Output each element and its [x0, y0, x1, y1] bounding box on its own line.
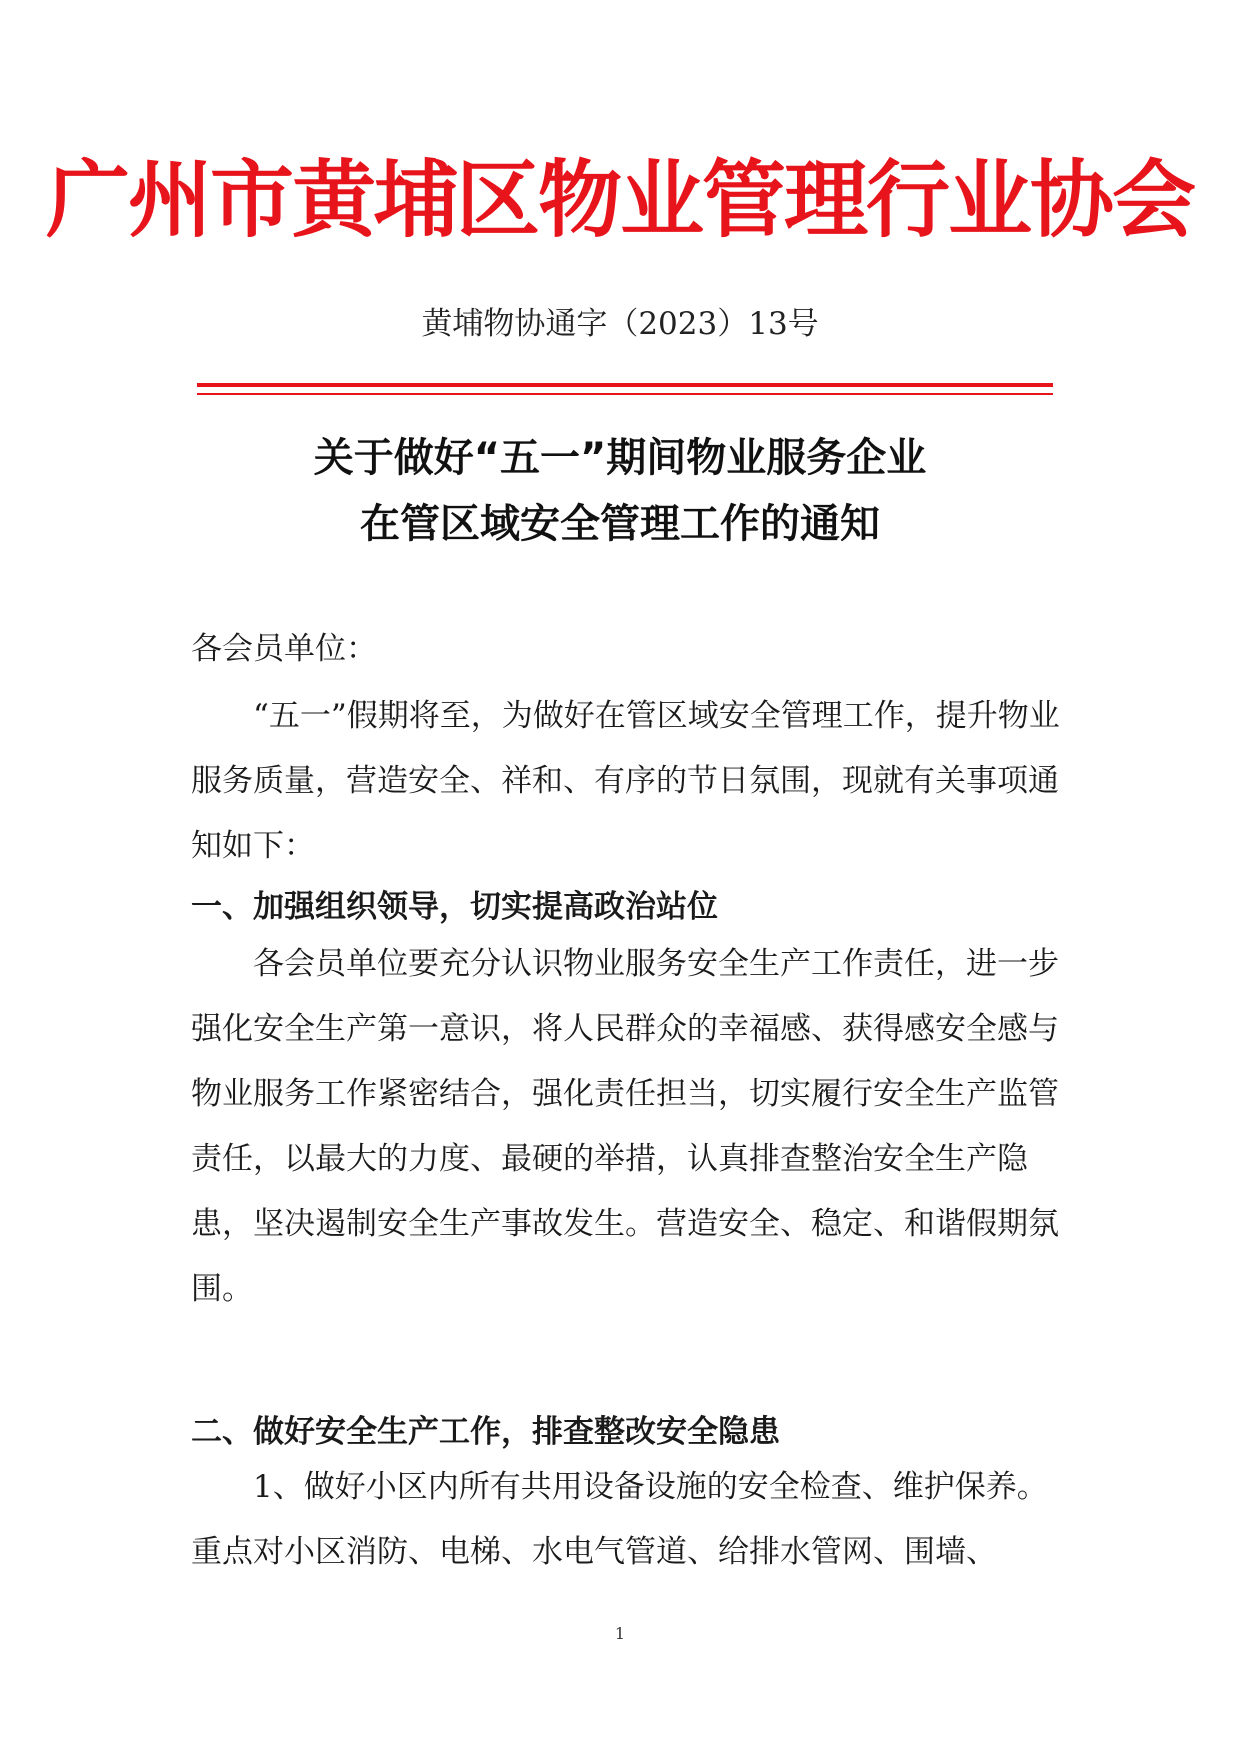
header-divider-thick — [197, 383, 1053, 387]
header-divider-thin — [197, 393, 1053, 395]
organization-header: 广州市黄埔区物业管理行业协会 — [45, 151, 1194, 249]
section-2-item-1: 1、做好小区内所有共用设备设施的安全检查、维护保养。重点对小区消防、电梯、水电气管道、给排水管网、围墙、 — [191, 1469, 1048, 1570]
document-title — [0, 425, 1240, 557]
document-number: 黄埔物协通字（2023）13号 — [421, 306, 819, 342]
salutation: 各会员单位： — [191, 631, 377, 667]
section-1-paragraph: 各会员单位要充分认识物业服务安全生产工作责任，进一步强化安全生产第一意识，将人民群众的幸福感、获得感安全感与物业服务工作紧密结合，强化责任担当，切实履行安全生产监管责任，以最大的力度、最硬的举措，认真排查整治安全生产隐患，坚决遏制安全生产事故发生。营造安全、稳定、和谐假期氛围。 — [191, 946, 1059, 1307]
title-line-2: 在管区域安全管理工作的通知 — [360, 501, 880, 547]
section-2-heading: 二、做好安全生产工作，排查整改安全隐患 — [191, 1414, 780, 1450]
page-number: 1 — [614, 1624, 626, 1643]
title-line-1: 关于做好“五一”期间物业服务企业 — [313, 435, 927, 481]
section-1-heading: 一、加强组织领导，切实提高政治站位 — [191, 889, 718, 925]
intro-paragraph: “五一”假期将至，为做好在管区域安全管理工作，提升物业服务质量，营造安全、祥和、有序的节日氛围，现就有关事项通知如下： — [191, 698, 1060, 864]
